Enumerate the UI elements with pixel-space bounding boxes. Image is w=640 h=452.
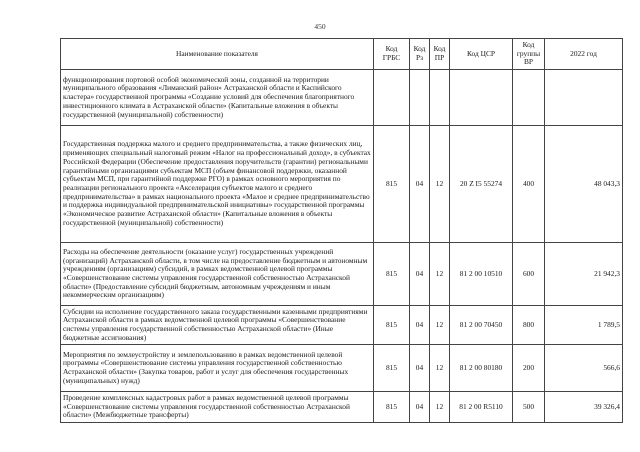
header-csr: Код ЦСР <box>450 39 513 70</box>
row-csr: 81 2 00 10510 <box>450 243 513 306</box>
row-grbs: 815 <box>374 345 410 392</box>
row-name: Государственная поддержка малого и среднего предпринимательства, а также физических лиц, применяющих специальный налоговый режим «Налог на профессиональный доход», в субъектах Российской Федерации (Обеспечение предоставления поручительств (гарантии) региональными гарантийными организациями субъектам МСП (объем финансовой поддержки, оказанной субъектам МСП, при гарантийной поддержке РГО) в рамках основного мероприятия по реализации регионального проекта «Акселерация субъектов малого и среднего предпринимательства» в рамках национального проекта «Малое и среднее предпринимательство и поддержка индивидуальной предпринимательской инициативы» государственной программы «Экономическое развитие Астраханской области» (Капитальные вложения в объекты государственной (муниципальной) собственности) <box>61 126 374 243</box>
row-pr: 12 <box>430 126 450 243</box>
row-amount: 48 043,3 <box>545 126 623 243</box>
row-grbs: 815 <box>374 243 410 306</box>
row-csr <box>450 70 513 126</box>
row-grbs: 815 <box>374 306 410 345</box>
row-vr: 800 <box>513 306 545 345</box>
header-vr: Код группы ВР <box>513 39 545 70</box>
row-amount <box>545 70 623 126</box>
row-name: функционирования портовой особой экономической зоны, созданной на территории муниципального образования «Лиманский район» Астраханской области и Каспийского кластера» государственной программы «Создание условий для обеспечения благоприятного инвестиционного климата в Астраханской области» (Капитальные вложения в объекты государственной (муниципальной) собственности) <box>61 70 374 126</box>
row-rz: 04 <box>410 392 430 423</box>
table-row <box>61 126 623 243</box>
row-rz: 04 <box>410 126 430 243</box>
header-rz: Код Рз <box>410 39 430 70</box>
row-pr <box>430 70 450 126</box>
row-grbs: 815 <box>374 126 410 243</box>
row-csr: 81 2 00 70450 <box>450 306 513 345</box>
table-header-row <box>61 39 623 70</box>
row-rz <box>410 70 430 126</box>
header-grbs: Код ГРБС <box>374 39 410 70</box>
row-pr: 12 <box>430 392 450 423</box>
row-name: Расходы на обеспечение деятельности (оказание услуг) государственных учреждений (организаций) Астраханской области, в том числе на предоставление бюджетным и автономным учреждениям (организациям) субсидий, в рамках ведомственной целевой программы «Совершенствование системы управления государственной собственностью Астраханской области» (Предоставление субсидий бюджетным, автономным учреждениям и иным некоммерческим организациям) <box>61 243 374 306</box>
page-number: 450 <box>314 22 326 31</box>
row-rz: 04 <box>410 306 430 345</box>
row-rz: 04 <box>410 243 430 306</box>
row-rz: 04 <box>410 345 430 392</box>
row-vr: 600 <box>513 243 545 306</box>
row-vr: 500 <box>513 392 545 423</box>
row-csr: 81 2 00 80180 <box>450 345 513 392</box>
row-pr: 12 <box>430 243 450 306</box>
header-pr: Код ПР <box>430 39 450 70</box>
row-grbs <box>374 70 410 126</box>
row-vr: 200 <box>513 345 545 392</box>
row-name: Мероприятия по землеустройству и землепользованию в рамках ведомственной целевой программы «Совершенствование системы управления государственной собственностью Астраханской области» (Закупка товаров, работ и услуг для обеспечения государственных (муниципальных) нужд) <box>61 345 374 392</box>
row-csr: 20 Z I5 55274 <box>450 126 513 243</box>
row-amount: 566,6 <box>545 345 623 392</box>
budget-table <box>60 38 623 423</box>
row-csr: 81 2 00 R5110 <box>450 392 513 423</box>
header-name: Наименование показателя <box>61 39 374 70</box>
row-vr <box>513 70 545 126</box>
row-amount: 21 942,3 <box>545 243 623 306</box>
row-pr: 12 <box>430 306 450 345</box>
header-year: 2022 год <box>545 39 623 70</box>
row-grbs: 815 <box>374 392 410 423</box>
row-pr: 12 <box>430 345 450 392</box>
row-amount: 39 326,4 <box>545 392 623 423</box>
table-row <box>61 306 623 345</box>
table-row <box>61 392 623 423</box>
table-row <box>61 345 623 392</box>
row-name: Проведение комплексных кадастровых работ в рамках ведомственной целевой программы «Совершенствование системы управления государственной собственностью Астраханской области» (Межбюджетные трансферты) <box>61 392 374 423</box>
table-row <box>61 70 623 126</box>
table-row <box>61 243 623 306</box>
row-vr: 400 <box>513 126 545 243</box>
row-name: Субсидии на исполнение государственного заказа государственными казенными предприятиями Астраханской области в рамках ведомственной целевой программы «Совершенствование системы управления государственной собственностью Астраханской области» (Иные бюджетные ассигнования) <box>61 306 374 345</box>
row-amount: 1 789,5 <box>545 306 623 345</box>
